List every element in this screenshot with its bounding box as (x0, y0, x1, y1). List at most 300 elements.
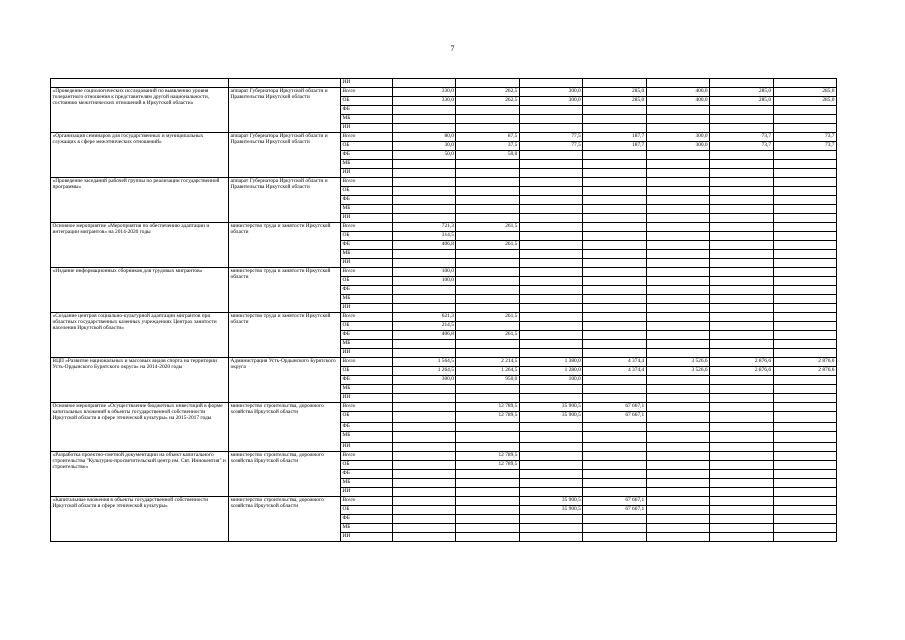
amount-cell: 2 876,6 (773, 358, 836, 367)
amount-cell (646, 196, 709, 205)
funding-source-cell: Всего (341, 403, 393, 412)
amount-cell: 721,3 (393, 223, 456, 232)
amount-cell (583, 169, 646, 178)
executor-cell: аппарат Губернатора Иркутской области и Правительства Иркутской области (229, 88, 341, 133)
amount-cell (393, 304, 456, 313)
amount-cell (646, 515, 709, 524)
amount-cell: 67 667,1 (583, 497, 646, 506)
amount-cell (519, 214, 582, 223)
amount-cell (456, 533, 519, 542)
amount-cell (773, 124, 836, 133)
amount-cell: 300,0 (519, 97, 582, 106)
amount-cell (456, 349, 519, 358)
amount-cell (456, 187, 519, 196)
amount-cell (710, 403, 773, 412)
amount-cell (773, 160, 836, 169)
amount-cell (519, 470, 582, 479)
amount-cell (646, 241, 709, 250)
amount-cell (710, 178, 773, 187)
amount-cell: 261,5 (456, 313, 519, 322)
amount-cell (393, 79, 456, 88)
amount-cell: 261,5 (456, 331, 519, 340)
amount-cell: 67 667,1 (583, 403, 646, 412)
amount-cell (393, 432, 456, 443)
event-cell: Основное мероприятие «Осуществление бюджетных инвестиций в форме капитальных вложений в объекты государственной собственности Иркутской области в сфере этнической культуры» на 2015-2017 годы (51, 403, 229, 452)
amount-cell (519, 533, 582, 542)
amount-cell (710, 533, 773, 542)
amount-cell (646, 214, 709, 223)
table-row (51, 223, 837, 232)
amount-cell (393, 524, 456, 533)
amount-cell (583, 461, 646, 470)
amount-cell (646, 223, 709, 232)
amount-cell (456, 205, 519, 214)
amount-cell (456, 160, 519, 169)
amount-cell: 1 380,0 (519, 358, 582, 367)
amount-cell (583, 452, 646, 461)
amount-cell (710, 214, 773, 223)
amount-cell (583, 115, 646, 124)
amount-cell: 285,0 (773, 88, 836, 97)
executor-cell (229, 79, 341, 88)
amount-cell (583, 106, 646, 115)
amount-cell (773, 250, 836, 259)
funding-source-cell: ИИ (341, 443, 393, 452)
amount-cell (773, 205, 836, 214)
amount-cell (519, 488, 582, 497)
amount-cell (393, 214, 456, 223)
amount-cell (773, 196, 836, 205)
amount-cell (519, 160, 582, 169)
amount-cell (393, 124, 456, 133)
amount-cell (456, 79, 519, 88)
amount-cell (773, 385, 836, 394)
amount-cell (773, 313, 836, 322)
amount-cell: 12 789,5 (456, 461, 519, 470)
amount-cell (583, 160, 646, 169)
amount-cell (519, 304, 582, 313)
amount-cell (710, 169, 773, 178)
funding-source-cell: МБ (341, 432, 393, 443)
amount-cell (583, 250, 646, 259)
table-body (51, 79, 837, 542)
amount-cell (710, 196, 773, 205)
amount-cell (773, 268, 836, 277)
amount-cell: 100,0 (519, 376, 582, 385)
table-row (51, 88, 837, 97)
amount-cell (456, 423, 519, 432)
amount-cell (456, 432, 519, 443)
amount-cell (393, 497, 456, 506)
amount-cell (393, 115, 456, 124)
amount-cell (773, 115, 836, 124)
amount-cell (646, 169, 709, 178)
funding-source-cell: ОБ (341, 277, 393, 286)
amount-cell (646, 268, 709, 277)
amount-cell (519, 385, 582, 394)
amount-cell (773, 376, 836, 385)
amount-cell (583, 304, 646, 313)
amount-cell (583, 533, 646, 542)
event-cell: «Издание информационных сборников для трудовых мигрантов» (51, 268, 229, 313)
amount-cell: 300,0 (646, 142, 709, 151)
amount-cell (456, 488, 519, 497)
amount-cell (646, 205, 709, 214)
amount-cell: 50,0 (456, 151, 519, 160)
amount-cell (646, 470, 709, 479)
amount-cell (456, 295, 519, 304)
amount-cell (646, 106, 709, 115)
amount-cell (773, 277, 836, 286)
funding-source-cell: МБ (341, 160, 393, 169)
executor-cell: министерство строительства, дорожного хозяйства Иркутской области (229, 452, 341, 497)
amount-cell (393, 470, 456, 479)
amount-cell (710, 497, 773, 506)
table-row (51, 403, 837, 412)
funding-source-cell: ФБ (341, 196, 393, 205)
amount-cell (773, 331, 836, 340)
amount-cell (773, 423, 836, 432)
amount-cell (710, 322, 773, 331)
amount-cell (710, 286, 773, 295)
amount-cell (583, 488, 646, 497)
amount-cell: 77,5 (519, 142, 582, 151)
amount-cell (456, 394, 519, 403)
amount-cell (710, 331, 773, 340)
amount-cell: 261,5 (456, 223, 519, 232)
amount-cell (646, 304, 709, 313)
amount-cell (710, 232, 773, 241)
amount-cell (710, 187, 773, 196)
amount-cell: 314,5 (393, 232, 456, 241)
amount-cell (710, 385, 773, 394)
amount-cell: 1 564,5 (393, 358, 456, 367)
amount-cell (519, 394, 582, 403)
amount-cell (583, 214, 646, 223)
funding-source-cell: Всего (341, 497, 393, 506)
amount-cell (519, 223, 582, 232)
amount-cell (456, 286, 519, 295)
amount-cell (646, 295, 709, 304)
amount-cell (773, 304, 836, 313)
amount-cell (646, 403, 709, 412)
amount-cell: 12 789,5 (456, 452, 519, 461)
amount-cell (393, 259, 456, 268)
funding-source-cell: МБ (341, 295, 393, 304)
funding-source-cell: ИИ (341, 488, 393, 497)
amount-cell (646, 124, 709, 133)
amount-cell (583, 241, 646, 250)
amount-cell (646, 115, 709, 124)
amount-cell (773, 106, 836, 115)
executor-cell: министерство труда и занятости Иркутской области (229, 223, 341, 268)
amount-cell (710, 304, 773, 313)
amount-cell: 2 214,5 (456, 358, 519, 367)
funding-source-cell: ФБ (341, 106, 393, 115)
amount-cell (710, 452, 773, 461)
amount-cell: 1 264,5 (456, 367, 519, 376)
amount-cell: 214,5 (393, 322, 456, 331)
amount-cell (710, 151, 773, 160)
executor-cell: министерство строительства, дорожного хозяйства Иркутской области (229, 497, 341, 542)
amount-cell (456, 115, 519, 124)
amount-cell (519, 277, 582, 286)
funding-source-cell: МБ (341, 524, 393, 533)
budget-table (50, 78, 837, 542)
amount-cell (583, 151, 646, 160)
table-row (51, 178, 837, 187)
amount-cell (710, 313, 773, 322)
funding-source-cell: ИИ (341, 169, 393, 178)
amount-cell (393, 488, 456, 497)
amount-cell (583, 268, 646, 277)
amount-cell (393, 196, 456, 205)
amount-cell (456, 178, 519, 187)
amount-cell (710, 443, 773, 452)
amount-cell: 950,0 (456, 376, 519, 385)
amount-cell (519, 79, 582, 88)
amount-cell (710, 160, 773, 169)
amount-cell: 73,7 (773, 133, 836, 142)
event-cell: «Капитальные вложения в объекты государственной собственности Иркутской области в сфере этнической культуры» (51, 497, 229, 542)
amount-cell (456, 304, 519, 313)
amount-cell (519, 232, 582, 241)
page-number: 7 (450, 44, 455, 53)
amount-cell (773, 452, 836, 461)
amount-cell (393, 533, 456, 542)
amount-cell (773, 232, 836, 241)
amount-cell (773, 470, 836, 479)
table-row (51, 358, 837, 367)
amount-cell (646, 277, 709, 286)
amount-cell (583, 331, 646, 340)
amount-cell (773, 169, 836, 178)
amount-cell (519, 331, 582, 340)
amount-cell (393, 160, 456, 169)
amount-cell: 35 900,5 (519, 403, 582, 412)
amount-cell: 73,7 (710, 133, 773, 142)
amount-cell (456, 340, 519, 349)
amount-cell (646, 178, 709, 187)
funding-source-cell: МБ (341, 250, 393, 259)
amount-cell (773, 506, 836, 515)
amount-cell (646, 533, 709, 542)
amount-cell (456, 268, 519, 277)
amount-cell (773, 524, 836, 533)
amount-cell (393, 169, 456, 178)
amount-cell (456, 515, 519, 524)
amount-cell: 67 667,1 (583, 412, 646, 423)
amount-cell (773, 322, 836, 331)
amount-cell: 4 374,4 (583, 367, 646, 376)
amount-cell (583, 187, 646, 196)
amount-cell: 77,5 (519, 133, 582, 142)
amount-cell (773, 432, 836, 443)
amount-cell (646, 412, 709, 423)
amount-cell (583, 232, 646, 241)
amount-cell (710, 488, 773, 497)
funding-source-cell: Всего (341, 223, 393, 232)
table-row (51, 79, 837, 88)
amount-cell (519, 259, 582, 268)
amount-cell (583, 196, 646, 205)
amount-cell (710, 124, 773, 133)
amount-cell (646, 443, 709, 452)
amount-cell (456, 169, 519, 178)
table-row (51, 452, 837, 461)
amount-cell (456, 497, 519, 506)
amount-cell (456, 214, 519, 223)
amount-cell: 67 667,1 (583, 506, 646, 515)
amount-cell (519, 286, 582, 295)
amount-cell (583, 277, 646, 286)
amount-cell: 406,8 (393, 331, 456, 340)
funding-source-cell: ИИ (341, 214, 393, 223)
funding-source-cell: Всего (341, 88, 393, 97)
amount-cell (773, 187, 836, 196)
amount-cell (773, 241, 836, 250)
amount-cell: 3 526,6 (646, 367, 709, 376)
amount-cell (646, 432, 709, 443)
amount-cell (583, 515, 646, 524)
amount-cell (773, 403, 836, 412)
amount-cell (710, 432, 773, 443)
amount-cell (773, 488, 836, 497)
amount-cell (646, 151, 709, 160)
funding-source-cell: ФБ (341, 515, 393, 524)
executor-cell: аппарат Губернатора Иркутской области и Правительства Иркутской области (229, 133, 341, 178)
amount-cell (519, 313, 582, 322)
funding-source-cell: ФБ (341, 286, 393, 295)
amount-cell: 37,5 (456, 142, 519, 151)
funding-source-cell: ИИ (341, 79, 393, 88)
amount-cell (583, 385, 646, 394)
amount-cell (583, 376, 646, 385)
amount-cell (646, 461, 709, 470)
amount-cell (646, 423, 709, 432)
amount-cell (393, 106, 456, 115)
funding-source-cell: МБ (341, 205, 393, 214)
amount-cell (456, 506, 519, 515)
amount-cell: 100,0 (393, 277, 456, 286)
event-cell: Основное мероприятие «Мероприятия по обеспечению адаптации и интеграции мигрантов» на 2014-2020 годы (51, 223, 229, 268)
amount-cell (519, 432, 582, 443)
amount-cell (519, 443, 582, 452)
amount-cell: 406,8 (393, 241, 456, 250)
amount-cell: 400,0 (646, 97, 709, 106)
amount-cell (583, 349, 646, 358)
amount-cell (646, 286, 709, 295)
funding-source-cell: МБ (341, 340, 393, 349)
amount-cell: 2 876,6 (710, 358, 773, 367)
amount-cell: 187,7 (583, 142, 646, 151)
amount-cell: 285,0 (710, 88, 773, 97)
amount-cell (519, 295, 582, 304)
amount-cell (519, 461, 582, 470)
amount-cell (519, 515, 582, 524)
amount-cell (710, 515, 773, 524)
funding-source-cell: ИИ (341, 304, 393, 313)
amount-cell: 87,5 (456, 133, 519, 142)
amount-cell (773, 295, 836, 304)
amount-cell (710, 79, 773, 88)
amount-cell: 262,5 (456, 88, 519, 97)
funding-source-cell: ФБ (341, 376, 393, 385)
amount-cell (519, 196, 582, 205)
amount-cell (393, 479, 456, 488)
amount-cell (646, 313, 709, 322)
executor-cell: Администрация Усть-Ордынского Бурятского округа (229, 358, 341, 403)
amount-cell (710, 295, 773, 304)
amount-cell (583, 524, 646, 533)
amount-cell: 4 374,4 (583, 358, 646, 367)
amount-cell (519, 169, 582, 178)
amount-cell (583, 313, 646, 322)
amount-cell (393, 385, 456, 394)
amount-cell: 330,0 (393, 88, 456, 97)
amount-cell (393, 295, 456, 304)
funding-source-cell: ОБ (341, 97, 393, 106)
amount-cell: 300,0 (646, 133, 709, 142)
amount-cell (646, 259, 709, 268)
funding-source-cell: ИИ (341, 349, 393, 358)
amount-cell: 285,0 (583, 97, 646, 106)
amount-cell (710, 106, 773, 115)
amount-cell: 621,3 (393, 313, 456, 322)
amount-cell: 330,0 (393, 97, 456, 106)
amount-cell (393, 423, 456, 432)
amount-cell (393, 506, 456, 515)
amount-cell (646, 394, 709, 403)
amount-cell (646, 187, 709, 196)
amount-cell (646, 488, 709, 497)
amount-cell (519, 340, 582, 349)
amount-cell: 1 280,0 (519, 367, 582, 376)
amount-cell (519, 106, 582, 115)
amount-cell (583, 443, 646, 452)
funding-source-cell: ОБ (341, 367, 393, 376)
funding-source-cell: ИИ (341, 124, 393, 133)
amount-cell (393, 178, 456, 187)
amount-cell (646, 497, 709, 506)
amount-cell (583, 322, 646, 331)
amount-cell (583, 124, 646, 133)
amount-cell: 3 526,6 (646, 358, 709, 367)
amount-cell (710, 394, 773, 403)
amount-cell (519, 241, 582, 250)
amount-cell (583, 79, 646, 88)
funding-source-cell: ФБ (341, 151, 393, 160)
amount-cell (519, 268, 582, 277)
amount-cell (773, 178, 836, 187)
amount-cell (646, 376, 709, 385)
amount-cell (646, 524, 709, 533)
amount-cell (519, 524, 582, 533)
amount-cell: 400,0 (646, 88, 709, 97)
amount-cell (773, 394, 836, 403)
amount-cell (519, 250, 582, 259)
amount-cell (646, 479, 709, 488)
amount-cell (773, 223, 836, 232)
funding-source-cell: МБ (341, 479, 393, 488)
amount-cell (710, 277, 773, 286)
amount-cell (393, 394, 456, 403)
amount-cell (646, 385, 709, 394)
amount-cell (646, 250, 709, 259)
amount-cell (710, 205, 773, 214)
amount-cell: 12 789,5 (456, 412, 519, 423)
amount-cell (393, 286, 456, 295)
